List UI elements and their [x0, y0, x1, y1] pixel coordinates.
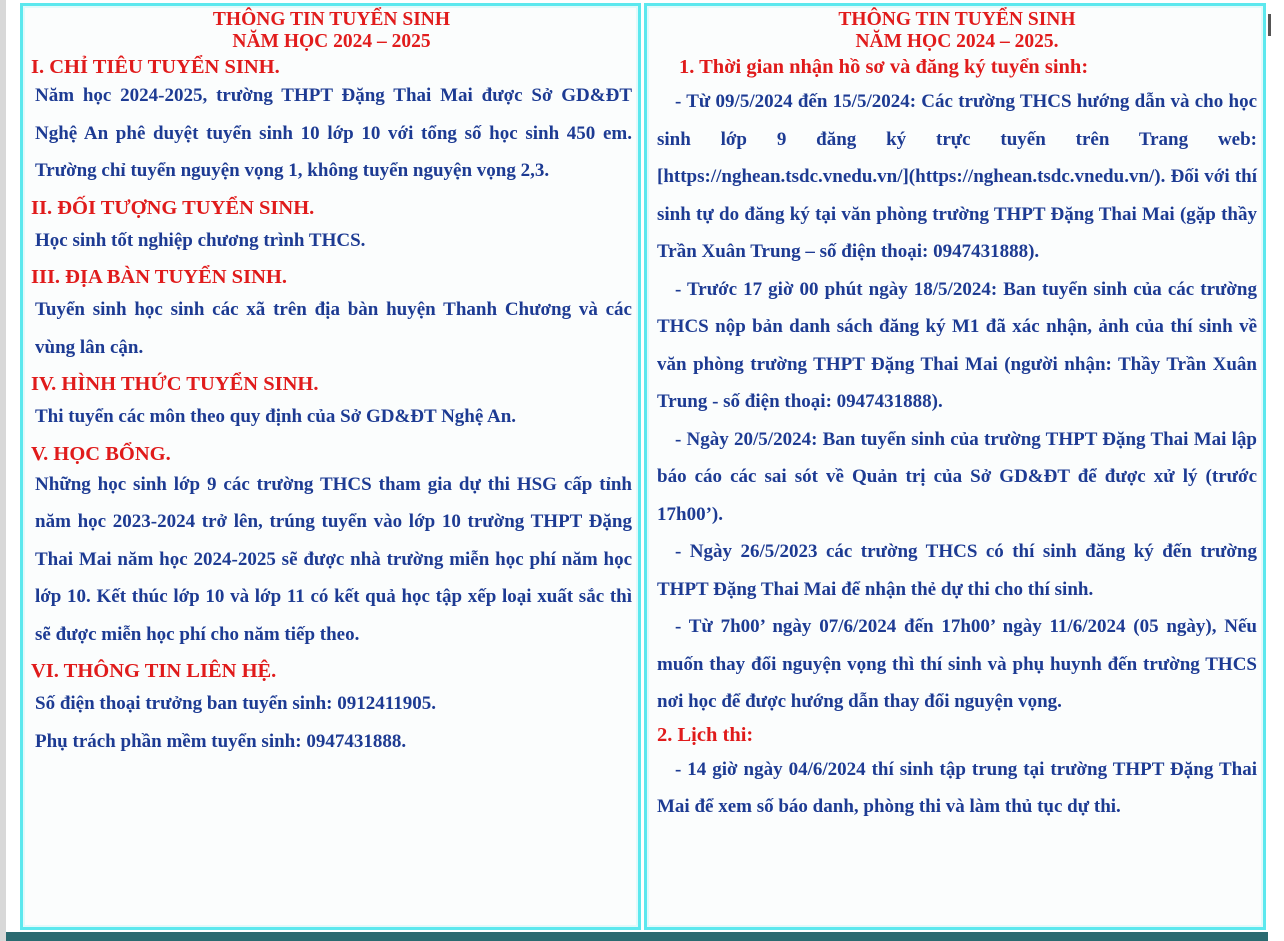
section-form-body: Thi tuyển các môn theo quy định của Sở GD&ĐT Nghệ An. [35, 406, 517, 427]
registration-report-item: - Ngày 20/5/2024: Ban tuyển sinh của trường THPT Đặng Thai Mai lập báo cáo các sai sót về Quản trị của Sở GD&ĐT để được xử lý (trước 17h00’). [657, 428, 1257, 525]
section-area-body: Tuyển sinh học sinh các xã trên địa bàn huyện Thanh Chương và các vùng lân cận. [35, 299, 632, 358]
section-quota-heading: I. CHỈ TIÊU TUYỂN SINH. [31, 56, 280, 78]
image-left-margin [0, 0, 6, 941]
left-title-line2: NĂM HỌC 2024 – 2025 [232, 31, 431, 52]
registration-online-item: - Từ 09/5/2024 đến 15/5/2024: Các trường THCS hướng dẫn và cho học sinh lớp 9 đăng ký trực tuyến trên Trang web: [https://nghean.tsdc.vnedu.vn/](https://nghean.tsdc.vnedu.vn/). Đối với thí sinh tự do đăng ký tại văn phòng trường THPT Đặng Thai Mai (gặp thầy Trần Xuân Trung – số điện thoại: 0947431888). [657, 91, 1257, 262]
section-quota-body: Năm học 2024-2025, trường THPT Đặng Thai Mai được Sở GD&ĐT Nghệ An phê duyệt tuyển sinh 10 lớp 10 với tổng số học sinh 450 em. Trường chỉ tuyển nguyện vọng 1, không tuyển nguyện vọng 2,3. [35, 85, 632, 181]
exam-schedule-heading: 2. Lịch thi: [657, 723, 754, 746]
section-form-heading: IV. HÌNH THỨC TUYỂN SINH. [31, 373, 319, 395]
registration-deadline-item: - Trước 17 giờ 00 phút ngày 18/5/2024: Ban tuyển sinh của các trường THCS nộp bản danh sách đăng ký M1 đã xác nhận, ảnh của thí sinh về văn phòng trường THPT Đặng Thai Mai (người nhận: Thầy Trần Xuân Trung - số điện thoại: 0947431888). [657, 278, 1257, 412]
left-info-panel [20, 3, 641, 930]
image-right-margin [1268, 0, 1284, 941]
contact-phone-admissions: Số điện thoại trưởng ban tuyển sinh: 0912411905. [35, 693, 436, 714]
exam-schedule-item: - 14 giờ ngày 04/6/2024 thí sinh tập trung tại trường THPT Đặng Thai Mai để xem số báo danh, phòng thi và làm thủ tục dự thi. [657, 758, 1257, 817]
right-info-panel [644, 3, 1266, 930]
section-scholarship-heading: V. HỌC BỔNG. [31, 442, 171, 465]
left-title-line1: THÔNG TIN TUYỂN SINH [212, 9, 451, 30]
contact-phone-software: Phụ trách phần mềm tuyển sinh: 0947431888. [35, 730, 407, 752]
edge-mark [1268, 14, 1271, 36]
section-scholarship-body: Những học sinh lớp 9 các trường THCS tham gia dự thi HSG cấp tỉnh năm học 2023-2024 trở lên, trúng tuyển vào lớp 10 trường THPT Đặng Thai Mai năm học 2024-2025 sẽ được nhà trường miễn học phí năm học lớp 10. Kết thúc lớp 10 và lớp 11 có kết quả học tập xếp loại xuất sắc thì sẽ được miễn học phí cho năm tiếp theo. [35, 473, 632, 645]
section-contact-heading: VI. THÔNG TIN LIÊN HỆ. [31, 660, 277, 682]
exam-card-item: - Ngày 26/5/2023 các trường THCS có thí sinh đăng ký đến trường THPT Đặng Thai Mai để nhận thẻ dự thi cho thí sinh. [657, 541, 1257, 600]
section-target-body: Học sinh tốt nghiệp chương trình THCS. [35, 229, 366, 251]
right-title-line2: NĂM HỌC 2024 – 2025. [855, 31, 1059, 52]
section-area-heading: III. ĐỊA BÀN TUYỂN SINH. [31, 266, 287, 288]
schedule-registration-heading: 1. Thời gian nhận hồ sơ và đăng ký tuyển sinh: [679, 56, 1089, 78]
bottom-border-strip [6, 932, 1268, 941]
change-preference-item: - Từ 7h00’ ngày 07/6/2024 đến 17h00’ ngày 11/6/2024 (05 ngày), Nếu muốn thay đổi nguyện vọng thì thí sinh và phụ huynh đến trường THCS nơi học để được hướng dẫn thay đổi nguyện vọng. [657, 616, 1257, 712]
section-target-heading: II. ĐỐI TƯỢNG TUYỂN SINH. [31, 196, 315, 219]
right-title-line1: THÔNG TIN TUYỂN SINH [838, 9, 1076, 30]
